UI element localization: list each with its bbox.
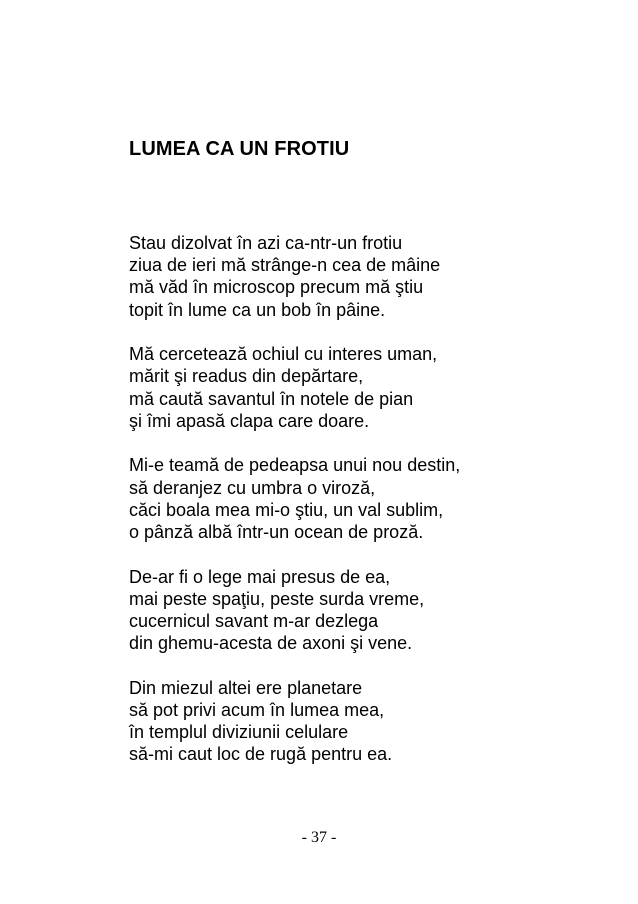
poem-line: Mă cercetează ochiul cu interes uman,: [129, 344, 438, 365]
poem-line: Mi-e teamă de pedeapsa unui nou destin,: [129, 455, 461, 476]
poem-title: LUMEA CA UN FROTIU: [129, 138, 350, 160]
poem-line: Stau dizolvat în azi ca-ntr-un frotiu: [129, 233, 403, 253]
poem-line: topit în lume ca un bob în pâine.: [129, 299, 386, 320]
poem-line: din ghemu-acesta de axoni şi vene.: [129, 633, 413, 654]
stanza-5: [129, 677, 549, 766]
poem-line: căci boala mea mi-o ştiu, un val sublim,: [129, 499, 444, 520]
stanza-4: [129, 566, 549, 655]
poem-line: cucernicul savant m-ar dezlega: [129, 611, 379, 632]
page-number: - 37 -: [301, 829, 337, 846]
poem-line: să pot privi acum în lumea mea,: [129, 700, 385, 721]
poem-line: mărit şi readus din depărtare,: [129, 366, 364, 387]
stanza-2: [129, 343, 549, 432]
poem-line: mă caută savantul în notele de pian: [129, 388, 414, 409]
poem-line: De-ar fi o lege mai presus de ea,: [129, 566, 391, 587]
poem-line: mă văd în microscop precum mă ştiu: [129, 277, 424, 298]
poem-line: mai peste spaţiu, peste surda vreme,: [129, 588, 425, 609]
poem-body: [129, 232, 549, 788]
poem-line: şi îmi apasă clapa care doare.: [129, 410, 370, 431]
poem-line: să deranjez cu umbra o viroză,: [129, 477, 376, 498]
poem-line: o pânză albă într-un ocean de proză.: [129, 522, 424, 543]
stanza-3: [129, 454, 549, 543]
poem-line: ziua de ieri mă strânge-n cea de mâine: [129, 255, 441, 276]
poem-line: să-mi caut loc de rugă pentru ea.: [129, 744, 393, 765]
poem-line: Din miezul altei ere planetare: [129, 677, 363, 698]
poem-line: în templul diviziunii celulare: [129, 722, 349, 743]
stanza-1: [129, 232, 549, 321]
